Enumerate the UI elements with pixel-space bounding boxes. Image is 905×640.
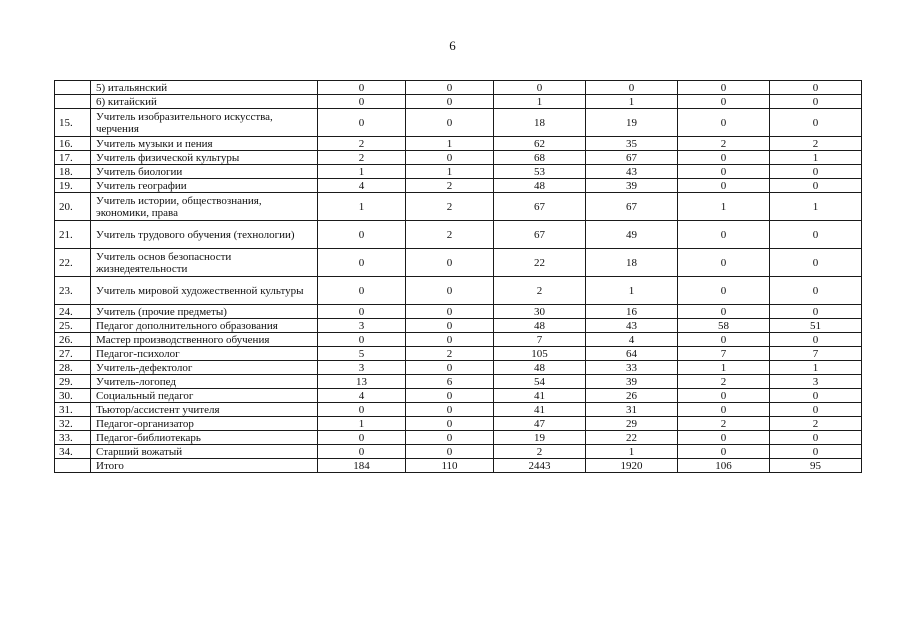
- value-cell: 3: [318, 319, 406, 333]
- page-number: 6: [449, 38, 456, 53]
- position-name: Социальный педагог: [91, 389, 318, 403]
- position-name: Учитель (прочие предметы): [91, 305, 318, 319]
- value-cell: 30: [494, 305, 586, 319]
- row-number: 32.: [55, 417, 91, 431]
- value-cell: 0: [406, 319, 494, 333]
- value-cell: 0: [318, 95, 406, 109]
- value-cell: 16: [586, 305, 678, 319]
- row-number: 30.: [55, 389, 91, 403]
- value-cell: 48: [494, 361, 586, 375]
- position-name: Педагог дополнительного образования: [91, 319, 318, 333]
- value-cell: 0: [770, 403, 862, 417]
- value-cell: 64: [586, 347, 678, 361]
- value-cell: 67: [586, 151, 678, 165]
- value-cell: 2: [494, 277, 586, 305]
- value-cell: 68: [494, 151, 586, 165]
- table-row: [55, 193, 862, 221]
- value-cell: 0: [678, 81, 770, 95]
- position-name: Старший вожатый: [91, 445, 318, 459]
- value-cell: 47: [494, 417, 586, 431]
- value-cell: 7: [678, 347, 770, 361]
- table-row: [55, 137, 862, 151]
- value-cell: 0: [678, 277, 770, 305]
- value-cell: 19: [586, 109, 678, 137]
- table-row: [55, 445, 862, 459]
- value-cell: 6: [406, 375, 494, 389]
- value-cell: 48: [494, 319, 586, 333]
- value-cell: 35: [586, 137, 678, 151]
- position-name: Учитель трудового обучения (технологии): [91, 221, 318, 249]
- table-row: [55, 347, 862, 361]
- value-cell: 1: [406, 165, 494, 179]
- row-number: 18.: [55, 165, 91, 179]
- value-cell: 2: [678, 417, 770, 431]
- value-cell: 1: [770, 361, 862, 375]
- value-cell: 53: [494, 165, 586, 179]
- value-cell: 0: [406, 305, 494, 319]
- value-cell: 2: [318, 151, 406, 165]
- value-cell: 0: [678, 179, 770, 193]
- value-cell: 0: [678, 431, 770, 445]
- table-row: [55, 375, 862, 389]
- value-cell: 7: [770, 347, 862, 361]
- value-cell: 0: [770, 431, 862, 445]
- position-name: Учитель истории, обществознания, экономики, права: [91, 193, 318, 221]
- value-cell: 1: [586, 95, 678, 109]
- value-cell: 0: [318, 305, 406, 319]
- table-row: [55, 249, 862, 277]
- row-number: 15.: [55, 109, 91, 137]
- value-cell: 0: [406, 95, 494, 109]
- value-cell: 0: [318, 109, 406, 137]
- row-number: 29.: [55, 375, 91, 389]
- row-number: 20.: [55, 193, 91, 221]
- row-number: 33.: [55, 431, 91, 445]
- value-cell: 29: [586, 417, 678, 431]
- value-cell: 0: [678, 95, 770, 109]
- row-number: 24.: [55, 305, 91, 319]
- value-cell: 2: [406, 193, 494, 221]
- table-row: [55, 417, 862, 431]
- value-cell: 0: [318, 403, 406, 417]
- value-cell: 2443: [494, 459, 586, 473]
- value-cell: 58: [678, 319, 770, 333]
- value-cell: 0: [770, 277, 862, 305]
- value-cell: 0: [406, 403, 494, 417]
- row-number: 23.: [55, 277, 91, 305]
- value-cell: 3: [318, 361, 406, 375]
- value-cell: 2: [318, 137, 406, 151]
- value-cell: 13: [318, 375, 406, 389]
- value-cell: 0: [406, 417, 494, 431]
- value-cell: 43: [586, 319, 678, 333]
- table-row: [55, 361, 862, 375]
- value-cell: 0: [406, 109, 494, 137]
- value-cell: 33: [586, 361, 678, 375]
- position-name: Педагог-организатор: [91, 417, 318, 431]
- value-cell: 0: [770, 95, 862, 109]
- value-cell: 54: [494, 375, 586, 389]
- staff-table-body: [55, 81, 862, 473]
- row-number: 28.: [55, 361, 91, 375]
- value-cell: 1: [770, 193, 862, 221]
- value-cell: 0: [678, 221, 770, 249]
- position-name: Педагог-психолог: [91, 347, 318, 361]
- position-name: Учитель-дефектолог: [91, 361, 318, 375]
- value-cell: 4: [586, 333, 678, 347]
- value-cell: 1: [586, 277, 678, 305]
- position-name: Мастер производственного обучения: [91, 333, 318, 347]
- value-cell: 0: [406, 431, 494, 445]
- value-cell: 18: [586, 249, 678, 277]
- value-cell: 2: [770, 137, 862, 151]
- value-cell: 0: [318, 81, 406, 95]
- row-number: 26.: [55, 333, 91, 347]
- value-cell: 4: [318, 389, 406, 403]
- value-cell: 43: [586, 165, 678, 179]
- value-cell: 1: [318, 417, 406, 431]
- value-cell: 1: [406, 137, 494, 151]
- value-cell: 0: [318, 221, 406, 249]
- position-name: Педагог-библиотекарь: [91, 431, 318, 445]
- value-cell: 0: [770, 305, 862, 319]
- value-cell: 110: [406, 459, 494, 473]
- value-cell: 0: [678, 109, 770, 137]
- row-number: 27.: [55, 347, 91, 361]
- value-cell: 2: [678, 137, 770, 151]
- value-cell: 22: [586, 431, 678, 445]
- table-row: [55, 333, 862, 347]
- row-number: 34.: [55, 445, 91, 459]
- row-number: [55, 95, 91, 109]
- row-number: 31.: [55, 403, 91, 417]
- position-name: Учитель основ безопасности жизнедеятельности: [91, 249, 318, 277]
- position-name: Тьютор/ассистент учителя: [91, 403, 318, 417]
- value-cell: 0: [678, 249, 770, 277]
- value-cell: 1: [770, 151, 862, 165]
- row-number: [55, 459, 91, 473]
- row-number: 22.: [55, 249, 91, 277]
- row-number: 16.: [55, 137, 91, 151]
- table-row: [55, 431, 862, 445]
- position-name: Итого: [91, 459, 318, 473]
- value-cell: 0: [678, 403, 770, 417]
- value-cell: 48: [494, 179, 586, 193]
- value-cell: 39: [586, 375, 678, 389]
- value-cell: 1: [494, 95, 586, 109]
- value-cell: 0: [770, 389, 862, 403]
- value-cell: 0: [770, 81, 862, 95]
- value-cell: 95: [770, 459, 862, 473]
- value-cell: 2: [406, 347, 494, 361]
- row-number: 17.: [55, 151, 91, 165]
- value-cell: 26: [586, 389, 678, 403]
- value-cell: 41: [494, 403, 586, 417]
- table-row: [55, 389, 862, 403]
- value-cell: 0: [678, 151, 770, 165]
- value-cell: 0: [318, 445, 406, 459]
- staff-table: [54, 80, 862, 473]
- value-cell: 0: [318, 333, 406, 347]
- position-name: 6) китайский: [91, 95, 318, 109]
- value-cell: 0: [406, 361, 494, 375]
- value-cell: 3: [770, 375, 862, 389]
- value-cell: 0: [770, 165, 862, 179]
- value-cell: 2: [406, 221, 494, 249]
- value-cell: 184: [318, 459, 406, 473]
- value-cell: 1: [678, 193, 770, 221]
- value-cell: 0: [678, 445, 770, 459]
- table-row: [55, 81, 862, 95]
- value-cell: 0: [318, 277, 406, 305]
- position-name: Учитель географии: [91, 179, 318, 193]
- value-cell: 0: [770, 333, 862, 347]
- value-cell: 0: [406, 445, 494, 459]
- value-cell: 62: [494, 137, 586, 151]
- value-cell: 67: [586, 193, 678, 221]
- table-row: [55, 165, 862, 179]
- value-cell: 105: [494, 347, 586, 361]
- table-row: [55, 221, 862, 249]
- position-name: Учитель мировой художественной культуры: [91, 277, 318, 305]
- table-row: [55, 179, 862, 193]
- value-cell: 0: [678, 165, 770, 179]
- value-cell: 0: [770, 179, 862, 193]
- value-cell: 51: [770, 319, 862, 333]
- value-cell: 18: [494, 109, 586, 137]
- row-number: 25.: [55, 319, 91, 333]
- position-name: Учитель музыки и пения: [91, 137, 318, 151]
- value-cell: 0: [406, 81, 494, 95]
- value-cell: 49: [586, 221, 678, 249]
- row-number: 19.: [55, 179, 91, 193]
- value-cell: 67: [494, 193, 586, 221]
- table-row: [55, 151, 862, 165]
- value-cell: 0: [586, 81, 678, 95]
- value-cell: 2: [494, 445, 586, 459]
- value-cell: 0: [678, 305, 770, 319]
- table-row: [55, 277, 862, 305]
- value-cell: 0: [678, 333, 770, 347]
- value-cell: 106: [678, 459, 770, 473]
- value-cell: 0: [494, 81, 586, 95]
- value-cell: 41: [494, 389, 586, 403]
- total-row: [55, 459, 862, 473]
- value-cell: 0: [318, 431, 406, 445]
- position-name: Учитель изобразительного искусства, черчения: [91, 109, 318, 137]
- table-row: [55, 109, 862, 137]
- value-cell: 19: [494, 431, 586, 445]
- value-cell: 31: [586, 403, 678, 417]
- value-cell: 7: [494, 333, 586, 347]
- value-cell: 0: [406, 151, 494, 165]
- value-cell: 1: [318, 165, 406, 179]
- value-cell: 0: [406, 277, 494, 305]
- value-cell: 1920: [586, 459, 678, 473]
- value-cell: 0: [406, 249, 494, 277]
- value-cell: 1: [678, 361, 770, 375]
- value-cell: 1: [318, 193, 406, 221]
- value-cell: 2: [406, 179, 494, 193]
- value-cell: 0: [770, 445, 862, 459]
- value-cell: 0: [770, 221, 862, 249]
- value-cell: 67: [494, 221, 586, 249]
- position-name: 5) итальянский: [91, 81, 318, 95]
- value-cell: 0: [678, 389, 770, 403]
- value-cell: 0: [406, 389, 494, 403]
- value-cell: 0: [770, 109, 862, 137]
- value-cell: 0: [770, 249, 862, 277]
- row-number: 21.: [55, 221, 91, 249]
- row-number: [55, 81, 91, 95]
- table-row: [55, 403, 862, 417]
- value-cell: 5: [318, 347, 406, 361]
- value-cell: 0: [406, 333, 494, 347]
- value-cell: 22: [494, 249, 586, 277]
- value-cell: 4: [318, 179, 406, 193]
- value-cell: 2: [770, 417, 862, 431]
- table-row: [55, 319, 862, 333]
- value-cell: 1: [586, 445, 678, 459]
- value-cell: 2: [678, 375, 770, 389]
- value-cell: 39: [586, 179, 678, 193]
- value-cell: 0: [318, 249, 406, 277]
- position-name: Учитель-логопед: [91, 375, 318, 389]
- position-name: Учитель физической культуры: [91, 151, 318, 165]
- table-row: [55, 305, 862, 319]
- position-name: Учитель биологии: [91, 165, 318, 179]
- table-row: [55, 95, 862, 109]
